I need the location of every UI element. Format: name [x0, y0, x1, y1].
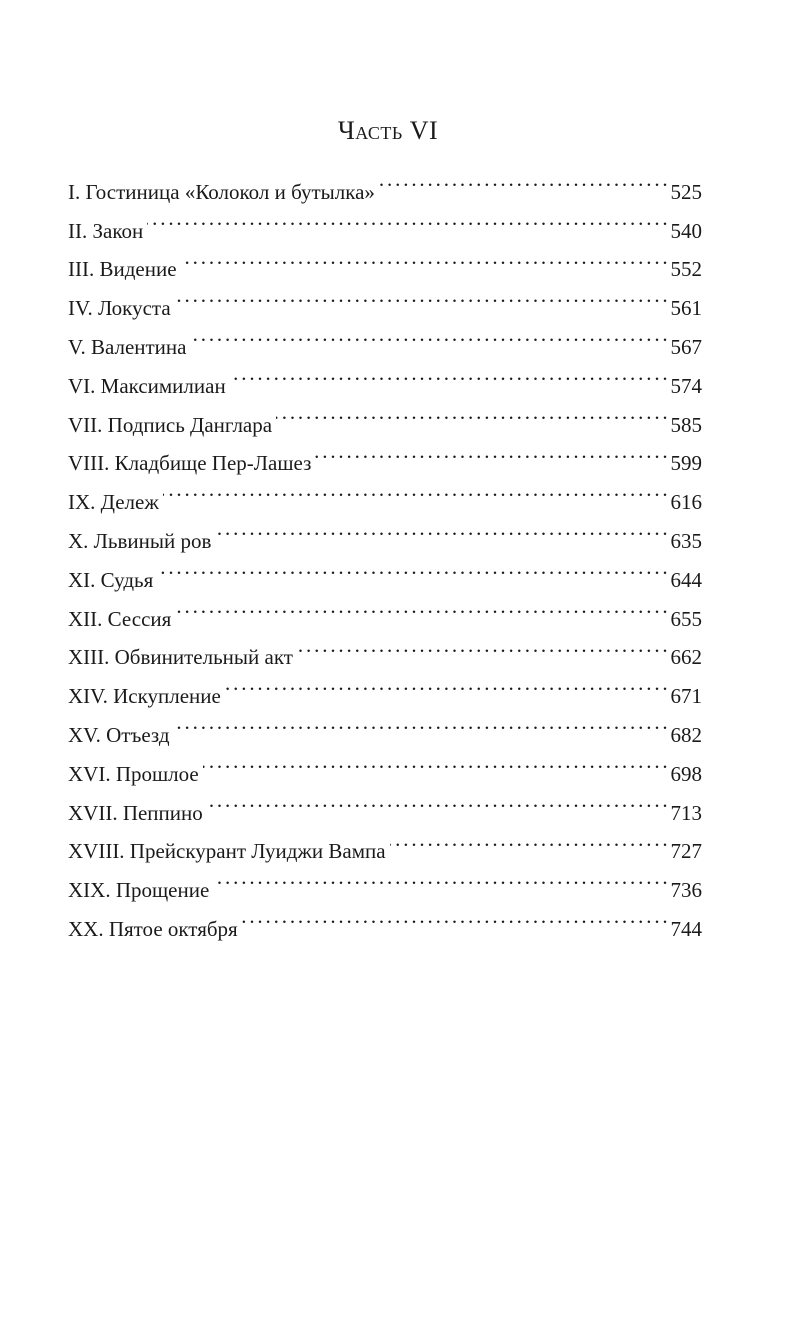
toc-entry-title: XX. Пятое октября — [68, 916, 238, 941]
toc-leader-dots — [174, 703, 667, 742]
toc-entry — [68, 470, 702, 515]
toc-entry-page: 713 — [670, 800, 702, 825]
toc-entry — [68, 548, 702, 592]
toc-entry-page: 671 — [670, 684, 702, 709]
toc-leader-dots — [163, 470, 667, 509]
toc-entry-page: 599 — [670, 451, 702, 476]
toc-entry-title: XIX. Прощение — [68, 878, 210, 903]
toc-entry-page: 567 — [670, 334, 702, 359]
toc-entry-title: VIII. Кладбище Пер-Лашез — [68, 451, 312, 476]
toc-entry — [68, 199, 702, 243]
toc-entry-page: 635 — [670, 528, 702, 553]
toc-leader-dots — [157, 548, 666, 587]
toc-entry — [68, 509, 702, 553]
toc-entry-title: XI. Судья — [68, 567, 154, 592]
part-heading: Часть VI — [337, 116, 439, 145]
toc-leader-dots — [207, 781, 667, 820]
toc-entry-title: XVIII. Прейскурант Луиджи Вампа — [68, 839, 386, 864]
toc-entry-page: 574 — [670, 373, 702, 398]
toc-leader-dots — [175, 587, 666, 626]
toc-entry-page: 644 — [670, 567, 702, 592]
toc-leader-dots — [215, 509, 666, 548]
toc-entry-title: VII. Подпись Данглара — [68, 412, 273, 437]
toc-entry-title: V. Валентина — [68, 334, 187, 359]
toc-entry-title: III. Видение — [68, 257, 177, 282]
toc-leader-dots — [297, 626, 667, 665]
toc-entry-title: II. Закон — [68, 218, 144, 243]
toc-entry — [68, 587, 702, 631]
toc-leader-dots — [181, 238, 667, 277]
toc-entry-title: XVI. Прошлое — [68, 761, 199, 786]
toc-leader-dots — [190, 315, 666, 354]
toc-leader-dots — [213, 858, 666, 897]
toc-entry — [68, 238, 702, 282]
table-of-contents — [68, 160, 702, 941]
toc-entry-page: 736 — [670, 878, 702, 903]
toc-leader-dots — [147, 199, 666, 238]
toc-entry-page: 655 — [670, 606, 702, 631]
toc-leader-dots — [175, 276, 667, 315]
toc-entry-title: VI. Максимилиан — [68, 373, 226, 398]
toc-entry-title: XVII. Пеппино — [68, 800, 203, 825]
toc-entry-page: 525 — [670, 179, 702, 204]
toc-entry-title: IX. Дележ — [68, 490, 159, 515]
toc-entry-page: 540 — [670, 218, 702, 243]
toc-entry-page: 662 — [670, 645, 702, 670]
toc-entry-title: XV. Отъезд — [68, 722, 170, 747]
toc-entry-page: 585 — [670, 412, 702, 437]
toc-entry-page: 682 — [670, 722, 702, 747]
toc-leader-dots — [203, 742, 667, 781]
toc-leader-dots — [390, 820, 667, 859]
toc-entry-title: IV. Локуста — [68, 296, 171, 321]
toc-entry-page: 727 — [670, 839, 702, 864]
toc-entry-page: 698 — [670, 761, 702, 786]
toc-entry-title: XII. Сессия — [68, 606, 172, 631]
toc-leader-dots — [230, 354, 667, 393]
toc-leader-dots — [276, 393, 666, 432]
toc-entry-title: I. Гостиница «Колокол и бутылка» — [68, 179, 375, 204]
toc-leader-dots — [242, 897, 667, 936]
toc-entry-title: XIII. Обвинительный акт — [68, 645, 293, 670]
toc-entry-page: 552 — [670, 257, 702, 282]
toc-entry-title: XIV. Искупление — [68, 684, 221, 709]
toc-entry-page: 616 — [670, 490, 702, 515]
toc-leader-dots — [315, 432, 666, 471]
toc-entry-page: 561 — [670, 296, 702, 321]
toc-leader-dots — [379, 160, 667, 199]
toc-entry-title: X. Львиный ров — [68, 528, 212, 553]
toc-entry — [68, 160, 702, 204]
toc-leader-dots — [225, 664, 667, 703]
toc-entry-page: 744 — [670, 916, 702, 941]
